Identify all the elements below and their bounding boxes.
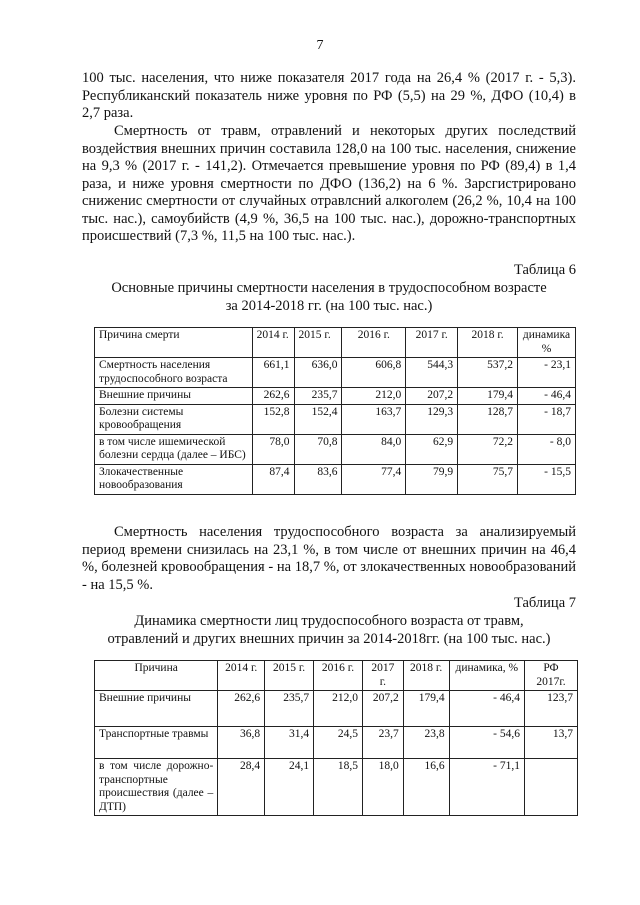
table-cell: Внешние причины — [95, 691, 218, 727]
table-7-header-row — [95, 661, 578, 691]
table-6-header: 2015 г. — [294, 328, 342, 358]
table-6-header: 2016 г. — [342, 328, 406, 358]
table-cell — [524, 759, 577, 816]
table-cell: - 54,6 — [449, 727, 524, 759]
table-7-header: 2017 г. — [362, 661, 403, 691]
table-7-caption-line1: Динамика смертности лиц трудоспособного возраста от травм, — [134, 613, 524, 629]
table-row — [95, 404, 576, 434]
table-7-header: 2016 г. — [314, 661, 363, 691]
table-cell: 87,4 — [252, 464, 294, 494]
table-cell: 129,3 — [406, 404, 458, 434]
table-cell: 537,2 — [458, 358, 518, 388]
table-cell: 28,4 — [218, 759, 265, 816]
table-cell: 123,7 — [524, 691, 577, 727]
table-6-label: Таблица 6 — [513, 262, 576, 278]
table-7-header: РФ 2017г. — [524, 661, 577, 691]
page-number: 7 — [316, 38, 324, 53]
table-cell: 262,6 — [218, 691, 265, 727]
table-cell: 75,7 — [458, 464, 518, 494]
table-6-header-row — [95, 328, 576, 358]
table-cell: Смертность населения трудоспособного возраста — [95, 358, 253, 388]
table-cell: 207,2 — [362, 691, 403, 727]
table-cell: 179,4 — [403, 691, 449, 727]
table-cell: - 8,0 — [517, 434, 575, 464]
table-7-header: 2014 г. — [218, 661, 265, 691]
table-cell: 70,8 — [294, 434, 342, 464]
table-cell: - 18,7 — [517, 404, 575, 434]
table-cell: 179,4 — [458, 388, 518, 405]
table-cell: - 46,4 — [449, 691, 524, 727]
table-cell: 24,1 — [265, 759, 314, 816]
table-cell: 83,6 — [294, 464, 342, 494]
paragraph-1: 100 тыс. населения, что ниже показателя 2017 года на 26,4 % (2017 г. - 5,3). Республиканский показатель ниже уровня по РФ (5,5) на 29 %, ДФО (10,4) в 2,7 раза. — [82, 70, 576, 121]
table-cell: - 15,5 — [517, 464, 575, 494]
paragraph-3: Смертность населения трудоспособного возраста за анализируемый период времени снизилась на 23,1 %, в том числе от внешних причин на 46,4 %, болезней кровообращения - на 18,7 %, от злокачественных новообразований - на 15,5 %. — [82, 524, 576, 593]
table-cell: 18,5 — [314, 759, 363, 816]
table-6-caption — [82, 280, 576, 315]
table-cell: в том числе дорожно-транспортные происшествия (далее – ДТП) — [95, 759, 218, 816]
table-6-header: динамика % — [517, 328, 575, 358]
table-cell: 23,7 — [362, 727, 403, 759]
table-cell: 128,7 — [458, 404, 518, 434]
table-cell: 78,0 — [252, 434, 294, 464]
table-cell: 636,0 — [294, 358, 342, 388]
table-row — [95, 464, 576, 494]
table-cell: 72,2 — [458, 434, 518, 464]
table-cell: 23,8 — [403, 727, 449, 759]
table-row — [95, 691, 578, 727]
table-7-label: Таблица 7 — [513, 595, 576, 611]
table-cell: 262,6 — [252, 388, 294, 405]
table-cell: 13,7 — [524, 727, 577, 759]
table-7-header: 2018 г. — [403, 661, 449, 691]
table-cell: в том числе ишемической болезни сердца (далее – ИБС) — [95, 434, 253, 464]
table-cell: 36,8 — [218, 727, 265, 759]
table-cell: Злокачественные новообразования — [95, 464, 253, 494]
table-cell: 31,4 — [265, 727, 314, 759]
table-7-header: Причина — [95, 661, 218, 691]
table-6 — [94, 327, 576, 495]
table-cell: 152,4 — [294, 404, 342, 434]
table-cell: Болезни системы кровообращения — [95, 404, 253, 434]
table-7-header: динамика, % — [449, 661, 524, 691]
table-6-caption-line2: за 2014-2018 гг. (на 100 тыс. нас.) — [225, 297, 433, 314]
table-row — [95, 727, 578, 759]
table-row — [95, 388, 576, 405]
paragraph-2: Смертность от травм, отравлений и некоторых других последствий воздействия внешних причин составила 128,0 на 100 тыс. населения, снижение на 9,3 % (2017 г. - 141,2). Отмечается превышение уровня по РФ (89,4) в 1,4 раза, и ниже уровня смертности по ДФО (136,2) на 6 %. Зарсгистрировано снижениc смертности от случайных отравлcний алкоголем (26,2 %, 10,4 на 100 тыс. нас.), самоубийств (4,9 %, 36,5 на 100 тыс. нас.), дорожно-транспортных происшествий (7,3 %, 11,5 на 100 тыс. нас.). — [82, 123, 576, 244]
table-6-header: Причина смерти — [95, 328, 253, 358]
table-cell: 84,0 — [342, 434, 406, 464]
table-cell: 606,8 — [342, 358, 406, 388]
table-cell: 207,2 — [406, 388, 458, 405]
table-7-header: 2015 г. — [265, 661, 314, 691]
table-cell: Внешние причины — [95, 388, 253, 405]
table-cell: 212,0 — [342, 388, 406, 405]
table-7-caption-line2: отравлений и других внешних причин за 2014-2018гг. (на 100 тыс. нас.) — [107, 630, 551, 647]
table-row — [95, 434, 576, 464]
table-cell: - 46,4 — [517, 388, 575, 405]
table-cell: Транспортные травмы — [95, 727, 218, 759]
table-cell: - 71,1 — [449, 759, 524, 816]
table-cell: 661,1 — [252, 358, 294, 388]
table-row — [95, 358, 576, 388]
table-row — [95, 759, 578, 816]
table-cell: 62,9 — [406, 434, 458, 464]
table-6-header: 2018 г. — [458, 328, 518, 358]
table-cell: 544,3 — [406, 358, 458, 388]
table-cell: 235,7 — [265, 691, 314, 727]
table-cell: 152,8 — [252, 404, 294, 434]
table-cell: - 23,1 — [517, 358, 575, 388]
table-cell: 77,4 — [342, 464, 406, 494]
table-cell: 24,5 — [314, 727, 363, 759]
table-cell: 18,0 — [362, 759, 403, 816]
table-6-caption-line1: Основные причины смертности населения в трудоспособном возрасте — [111, 280, 547, 296]
table-6-header: 2017 г. — [406, 328, 458, 358]
table-cell: 79,9 — [406, 464, 458, 494]
table-cell: 235,7 — [294, 388, 342, 405]
table-cell: 16,6 — [403, 759, 449, 816]
table-6-header: 2014 г. — [252, 328, 294, 358]
table-7 — [94, 660, 578, 816]
table-cell: 163,7 — [342, 404, 406, 434]
table-cell: 212,0 — [314, 691, 363, 727]
table-7-caption — [82, 613, 576, 648]
